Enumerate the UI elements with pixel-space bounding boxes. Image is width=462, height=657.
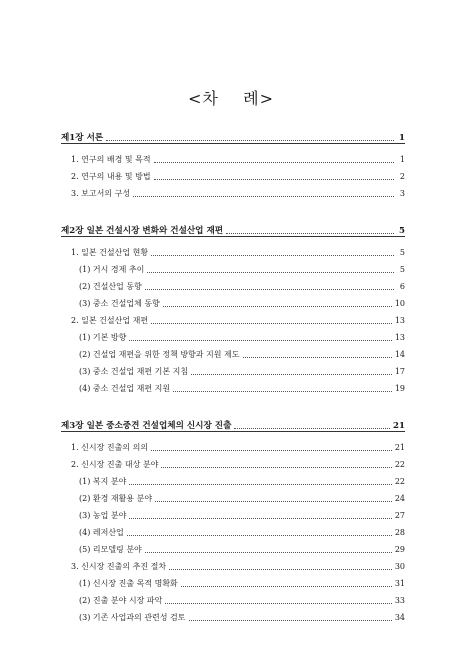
toc-leader-dots bbox=[226, 233, 394, 234]
toc-entry-title: 2. 일본 건설산업 재편 bbox=[71, 316, 149, 325]
toc-subsection-3-2-5[interactable] bbox=[61, 538, 405, 555]
toc-entry-title: 2. 신시장 진출 대상 분야 bbox=[71, 460, 159, 469]
toc-page-number: 21 bbox=[393, 421, 405, 431]
toc-entry-title: (1) 신시장 진출 목적 명확화 bbox=[79, 579, 178, 588]
toc-leader-dots bbox=[133, 196, 394, 197]
toc-leader-dots bbox=[127, 535, 392, 536]
toc-page-number: 13 bbox=[394, 333, 405, 342]
toc-chapter-3[interactable] bbox=[61, 414, 405, 431]
toc-subsection-2-1-3[interactable] bbox=[61, 292, 405, 309]
toc-page-number: 19 bbox=[394, 384, 405, 393]
toc-page-number: 22 bbox=[394, 477, 405, 486]
toc-leader-dots bbox=[151, 450, 392, 451]
toc-chapter-2[interactable] bbox=[61, 219, 405, 236]
toc-entry-title: (3) 중소 건설업체 동향 bbox=[79, 299, 160, 308]
toc-leader-dots bbox=[165, 603, 391, 604]
toc-subsection-3-2-3[interactable] bbox=[61, 504, 405, 521]
toc-page-number: 2 bbox=[399, 172, 405, 181]
toc-page-number: 1 bbox=[399, 133, 405, 143]
toc-page-number: 10 bbox=[394, 299, 405, 308]
toc-page-number: 27 bbox=[394, 511, 405, 520]
toc-entry-title: (2) 건설산업 동향 bbox=[79, 282, 142, 291]
toc-page-number: 30 bbox=[394, 562, 405, 571]
toc-page-number: 3 bbox=[399, 189, 405, 198]
toc-leader-dots bbox=[181, 586, 392, 587]
toc-subsection-3-2-4[interactable] bbox=[61, 521, 405, 538]
toc-page-number: 21 bbox=[394, 443, 405, 452]
toc-subsection-3-2-2[interactable] bbox=[61, 487, 405, 504]
toc-leader-dots bbox=[129, 518, 391, 519]
toc-page-number: 1 bbox=[399, 155, 405, 164]
toc-page-number: 13 bbox=[394, 316, 405, 325]
toc-leader-dots bbox=[154, 179, 394, 180]
toc-subsection-2-2-2[interactable] bbox=[61, 343, 405, 360]
toc-leader-dots bbox=[106, 140, 394, 141]
toc-leader-dots bbox=[145, 289, 394, 290]
toc-leader-dots bbox=[129, 484, 391, 485]
toc-leader-dots bbox=[234, 428, 390, 429]
page-title: <차 례> bbox=[187, 89, 275, 108]
toc-entry-title: 2. 연구의 내용 및 방법 bbox=[71, 172, 151, 181]
toc-section-1-1[interactable] bbox=[61, 148, 405, 165]
spacer bbox=[61, 199, 405, 219]
toc-section-3-2[interactable] bbox=[61, 453, 405, 470]
toc-entry-title: (4) 중소 건설업 재편 지원 bbox=[79, 384, 171, 393]
toc-entry-title: 1. 일본 건설산업 현황 bbox=[71, 248, 149, 257]
toc-section-3-3[interactable] bbox=[61, 555, 405, 572]
toc-entry-title: (1) 거시 경제 추이 bbox=[79, 265, 145, 274]
toc-subsection-2-1-2[interactable] bbox=[61, 275, 405, 292]
toc-leader-dots bbox=[169, 569, 392, 570]
toc-subsection-2-1-1[interactable] bbox=[61, 258, 405, 275]
toc-leader-dots bbox=[151, 255, 394, 256]
toc-subsection-3-3-1[interactable] bbox=[61, 572, 405, 589]
toc-entry-title: (3) 기존 사업과의 관련성 검토 bbox=[79, 613, 186, 622]
toc-leader-dots bbox=[154, 162, 394, 163]
toc-subsection-3-2-1[interactable] bbox=[61, 470, 405, 487]
toc-entry-title: 1. 신시장 진출의 의의 bbox=[71, 443, 149, 452]
toc-entry-title: (5) 리모델링 분야 bbox=[79, 545, 142, 554]
toc-section-2-1[interactable] bbox=[61, 241, 405, 258]
toc-page-number: 28 bbox=[394, 528, 405, 537]
toc-entry-title: (2) 건설업 재편을 위한 정책 방향과 지원 제도 bbox=[79, 350, 240, 359]
toc-entry-title: (2) 진출 분야 시장 파악 bbox=[79, 596, 163, 605]
table-of-contents bbox=[61, 126, 405, 623]
toc-leader-dots bbox=[161, 467, 391, 468]
toc-leader-dots bbox=[151, 323, 392, 324]
toc-section-3-1[interactable] bbox=[61, 436, 405, 453]
toc-section-1-2[interactable] bbox=[61, 165, 405, 182]
toc-page-number: 17 bbox=[394, 367, 405, 376]
toc-page-number: 5 bbox=[399, 248, 405, 257]
toc-entry-title: (3) 농업 분야 bbox=[79, 511, 127, 520]
toc-entry-title: (2) 환경 재활용 분야 bbox=[79, 494, 153, 503]
toc-leader-dots bbox=[243, 357, 392, 358]
toc-entry-title: (3) 중소 건설업 재편 기본 지침 bbox=[79, 367, 189, 376]
chapter-divider bbox=[61, 431, 405, 432]
toc-subsection-3-3-2[interactable] bbox=[61, 589, 405, 606]
chapter-divider bbox=[61, 236, 405, 237]
toc-subsection-3-3-3[interactable] bbox=[61, 606, 405, 623]
toc-leader-dots bbox=[145, 552, 392, 553]
toc-page-number: 33 bbox=[394, 596, 405, 605]
toc-page-number: 34 bbox=[394, 613, 405, 622]
toc-section-1-3[interactable] bbox=[61, 182, 405, 199]
toc-leader-dots bbox=[189, 620, 392, 621]
toc-chapter-1[interactable] bbox=[61, 126, 405, 143]
toc-page-number: 5 bbox=[399, 226, 405, 236]
toc-entry-title: 3. 보고서의 구성 bbox=[71, 189, 131, 198]
toc-page-number: 5 bbox=[399, 265, 405, 274]
toc-entry-title: 1. 연구의 배경 및 목적 bbox=[71, 155, 151, 164]
toc-leader-dots bbox=[129, 340, 391, 341]
toc-entry-title: (4) 레저산업 bbox=[79, 528, 124, 537]
toc-subsection-2-2-1[interactable] bbox=[61, 326, 405, 343]
toc-leader-dots bbox=[147, 272, 394, 273]
toc-subsection-2-2-3[interactable] bbox=[61, 360, 405, 377]
toc-entry-title: 제2장 일본 건설시장 변화와 건설산업 재편 bbox=[61, 226, 224, 236]
spacer bbox=[61, 394, 405, 414]
toc-entry-title: 제3장 일본 중소중견 건설업체의 신시장 진출 bbox=[61, 421, 232, 431]
toc-entry-title: 3. 신시장 진출의 추진 절차 bbox=[71, 562, 167, 571]
toc-entry-title: (1) 기본 방향 bbox=[79, 333, 127, 342]
toc-section-2-2[interactable] bbox=[61, 309, 405, 326]
toc-page-number: 6 bbox=[399, 282, 405, 291]
toc-leader-dots bbox=[173, 391, 392, 392]
toc-page-number: 24 bbox=[394, 494, 405, 503]
toc-entry-title: 제1장 서론 bbox=[61, 133, 104, 143]
toc-leader-dots bbox=[163, 306, 392, 307]
toc-leader-dots bbox=[191, 374, 392, 375]
toc-page-number: 22 bbox=[394, 460, 405, 469]
toc-page-number: 29 bbox=[394, 545, 405, 554]
toc-page-number: 31 bbox=[394, 579, 405, 588]
toc-entry-title: (1) 복지 분야 bbox=[79, 477, 127, 486]
toc-leader-dots bbox=[155, 501, 392, 502]
chapter-divider bbox=[61, 143, 405, 144]
toc-page-number: 14 bbox=[394, 350, 405, 359]
toc-subsection-2-2-4[interactable] bbox=[61, 377, 405, 394]
